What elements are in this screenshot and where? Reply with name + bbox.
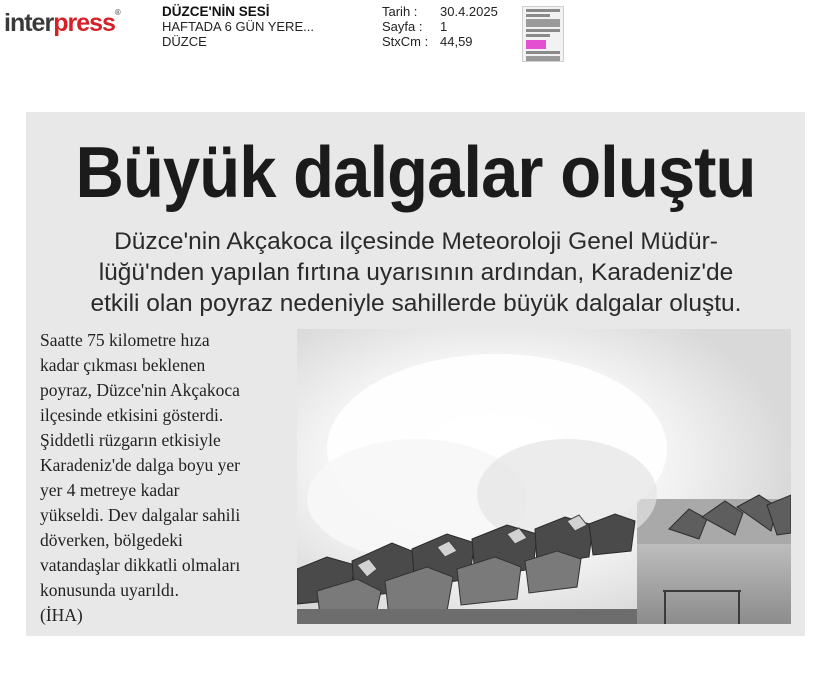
body-line: konusunda uyarıldı.	[40, 580, 180, 600]
publication-frequency: HAFTADA 6 GÜN YERE...	[162, 19, 314, 34]
body-line: döverken, bölgedeki	[40, 530, 183, 550]
registered-mark: ®	[114, 8, 120, 17]
lede-line: Düzce'nin Akçakoca ilçesinde Meteoroloji Genel Müdür-	[114, 228, 718, 255]
meta-row-page	[382, 19, 498, 34]
body-line: poyraz, Düzce'nin Akçakoca	[40, 380, 240, 400]
body-line: kadar çıkması beklenen	[40, 355, 206, 375]
meta-label: Tarih :	[382, 4, 418, 19]
body-line: vatandaşlar dikkatli olmaları	[40, 555, 241, 575]
thumbnail-highlight	[526, 40, 546, 49]
page-thumbnail[interactable]	[522, 6, 564, 62]
article-body	[40, 328, 302, 628]
meta-value: 44,59	[440, 34, 473, 49]
clipping-meta	[382, 4, 498, 49]
meta-value: 30.4.2025	[440, 4, 498, 19]
body-line: Karadeniz'de dalga boyu yer	[40, 455, 240, 475]
logo-text-accent: press	[53, 9, 115, 37]
lede	[34, 226, 798, 319]
body-line: ilçesinde etkisini gösterdi.	[40, 405, 224, 425]
meta-value: 1	[440, 19, 448, 34]
publication-city: DÜZCE	[162, 34, 207, 49]
news-clipping	[26, 112, 805, 636]
lede-line: lüğü'nden yapılan fırtına uyarısının ardından, Karadeniz'de	[98, 259, 734, 286]
publication-info	[162, 4, 314, 49]
body-line: Saatte 75 kilometre hıza	[40, 330, 210, 350]
meta-label: StxCm :	[382, 34, 429, 49]
body-line: Şiddetli rüzgarın etkisiyle	[40, 430, 221, 450]
meta-row-stxcm	[382, 34, 498, 49]
body-line: yer 4 metreye kadar	[40, 480, 180, 500]
body-line: (İHA)	[40, 605, 83, 625]
logo-text-main: inter	[4, 9, 54, 37]
body-line: yükseldi. Dev dalgalar sahili	[40, 505, 241, 525]
lede-line: etkili olan poyraz nedeniyle sahillerde büyük dalgalar oluştu.	[90, 290, 742, 317]
interpress-logo	[4, 8, 120, 38]
headline: Büyük dalgalar oluştu	[75, 133, 756, 213]
meta-row-date	[382, 4, 498, 19]
meta-label: Sayfa :	[382, 19, 423, 34]
wave-photo	[297, 329, 791, 624]
publication-name: DÜZCE'NİN SESİ	[162, 4, 270, 19]
